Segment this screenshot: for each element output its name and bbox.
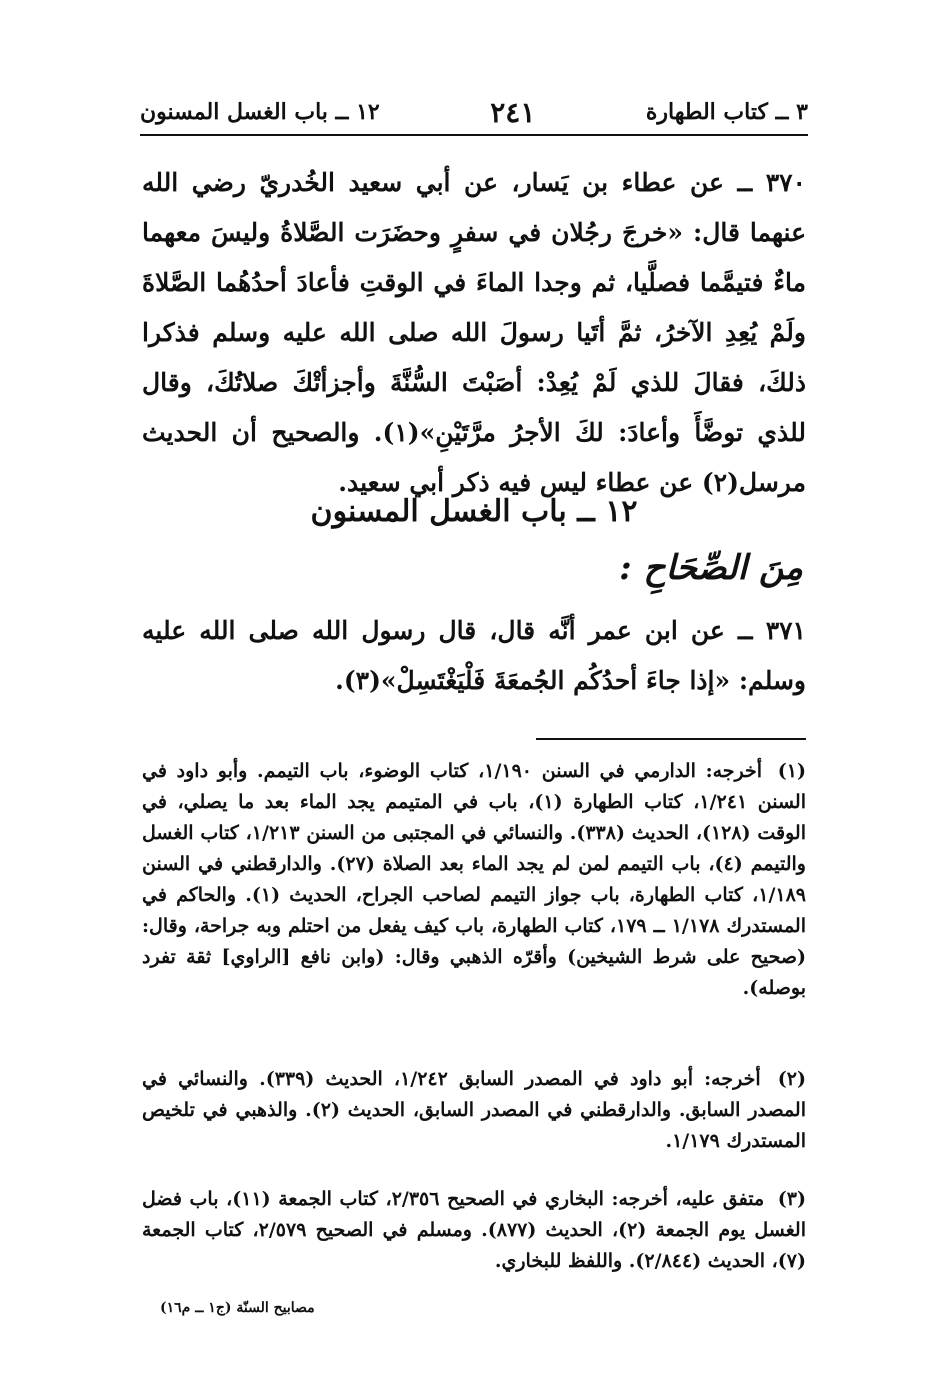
- page-number: ٢٤١: [490, 95, 536, 129]
- hadith-371: [142, 606, 806, 706]
- footnote-text: أخرجه: الدارمي في السنن ١/١٩٠، كتاب الوضوء، باب التيمم. وأبو داود في السنن ١/٢٤١، كتاب الطهارة (١)، باب في المتيمم يجد الماء بعد ما يصلي، في الوقت (١٢٨)، الحديث (٣٣٨). والنسائي في المجتبى من السنن ١/٢١٣، كتاب الغسل والتيمم (٤)، باب التيمم لمن لم يجد الماء بعد الصلاة (٢٧). والدارقطني في السنن ١/١٨٩، كتاب الطهارة، باب جواز التيمم لصاحب الجراح، الحديث (١). والحاكم في المستدرك ١/١٧٨ ــ ١٧٩، كتاب الطهارة، باب كيف يفعل من احتلم وبه جراحة، وقال: (صحيح على شرط الشيخين) وأقرّه الذهبي وقال: (وابن نافع [الراوي] ثقة تفرد بوصله).: [142, 760, 806, 999]
- header-divider: [140, 134, 808, 136]
- footnote-text: أخرجه: أبو داود في المصدر السابق ١/٢٤٢، الحديث (٣٣٩). والنسائي في المصدر السابق. والدارقطني في المصدر السابق، الحديث (٢). والذهبي في تلخيص المستدرك ١/١٧٩.: [142, 1068, 806, 1152]
- footnote-number: (١): [777, 760, 807, 782]
- chapter-title: ١٢ ــ باب الغسل المسنون: [310, 494, 638, 529]
- footnote-2: [142, 1064, 806, 1157]
- hadith-370: [142, 158, 806, 508]
- footnote-divider: [536, 738, 806, 740]
- hadith-text: عن ابن عمر أنَّه قال، قال رسول الله صلى الله عليه وسلم: «إذا جاءَ أحدُكُم الجُمعَةَ فَلْيَغْتَسِلْ»(٣).: [142, 616, 806, 695]
- hadith-number: ٣٧٠ ــ: [737, 168, 806, 197]
- header-book-title: ٣ ــ كتاب الطهارة: [645, 99, 808, 125]
- footnote-number: (٣): [777, 1188, 807, 1210]
- section-title: مِنَ الصِّحَاحِ :: [619, 548, 803, 588]
- header-chapter-title: ١٢ ــ باب الغسل المسنون: [140, 99, 380, 125]
- footnote-3: [142, 1184, 806, 1277]
- printer-signature: مصابيح السنّة (ج١ ــ م١٦): [160, 1300, 315, 1316]
- hadith-number: ٣٧١ ــ: [737, 616, 806, 645]
- footnote-text: متفق عليه، أخرجه: البخاري في الصحيح ٢/٣٥٦، كتاب الجمعة (١١)، باب فضل الغسل يوم الجمعة (٢)، الحديث (٨٧٧). ومسلم في الصحيح ٢/٥٧٩، كتاب الجمعة (٧)، الحديث (٢/٨٤٤). واللفظ للبخاري.: [142, 1188, 806, 1272]
- hadith-text: عن عطاء بن يَسار، عن أبي سعيد الخُدريّ رضي الله عنهما قال: «خرجَ رجُلان في سفرٍ وحضَرَت الصَّلاةُ وليسَ معهما ماءٌ فتيمَّما فصلَّيا، ثم وجدا الماءَ في الوقتِ فأعادَ أحدُهُما الصَّلاةَ ولَمْ يُعِدِ الآخرُ، ثمَّ أتَيا رسولَ الله صلى الله عليه وسلم فذكرا ذلكَ، فقالَ للذي لَمْ يُعِدْ: أصَبْتَ السُّنَّةَ وأجزأتْكَ صلاتُكَ، وقال للذي توضَّأَ وأعادَ: لكَ الأجرُ مرَّتَيْنِ»(١). والصحيح أن الحديث مرسل(٢) عن عطاء ليس فيه ذكر أبي سعيد.: [142, 168, 806, 497]
- footnote-1: [142, 756, 806, 1004]
- running-header: [140, 92, 808, 132]
- footnote-number: (٢): [777, 1068, 806, 1090]
